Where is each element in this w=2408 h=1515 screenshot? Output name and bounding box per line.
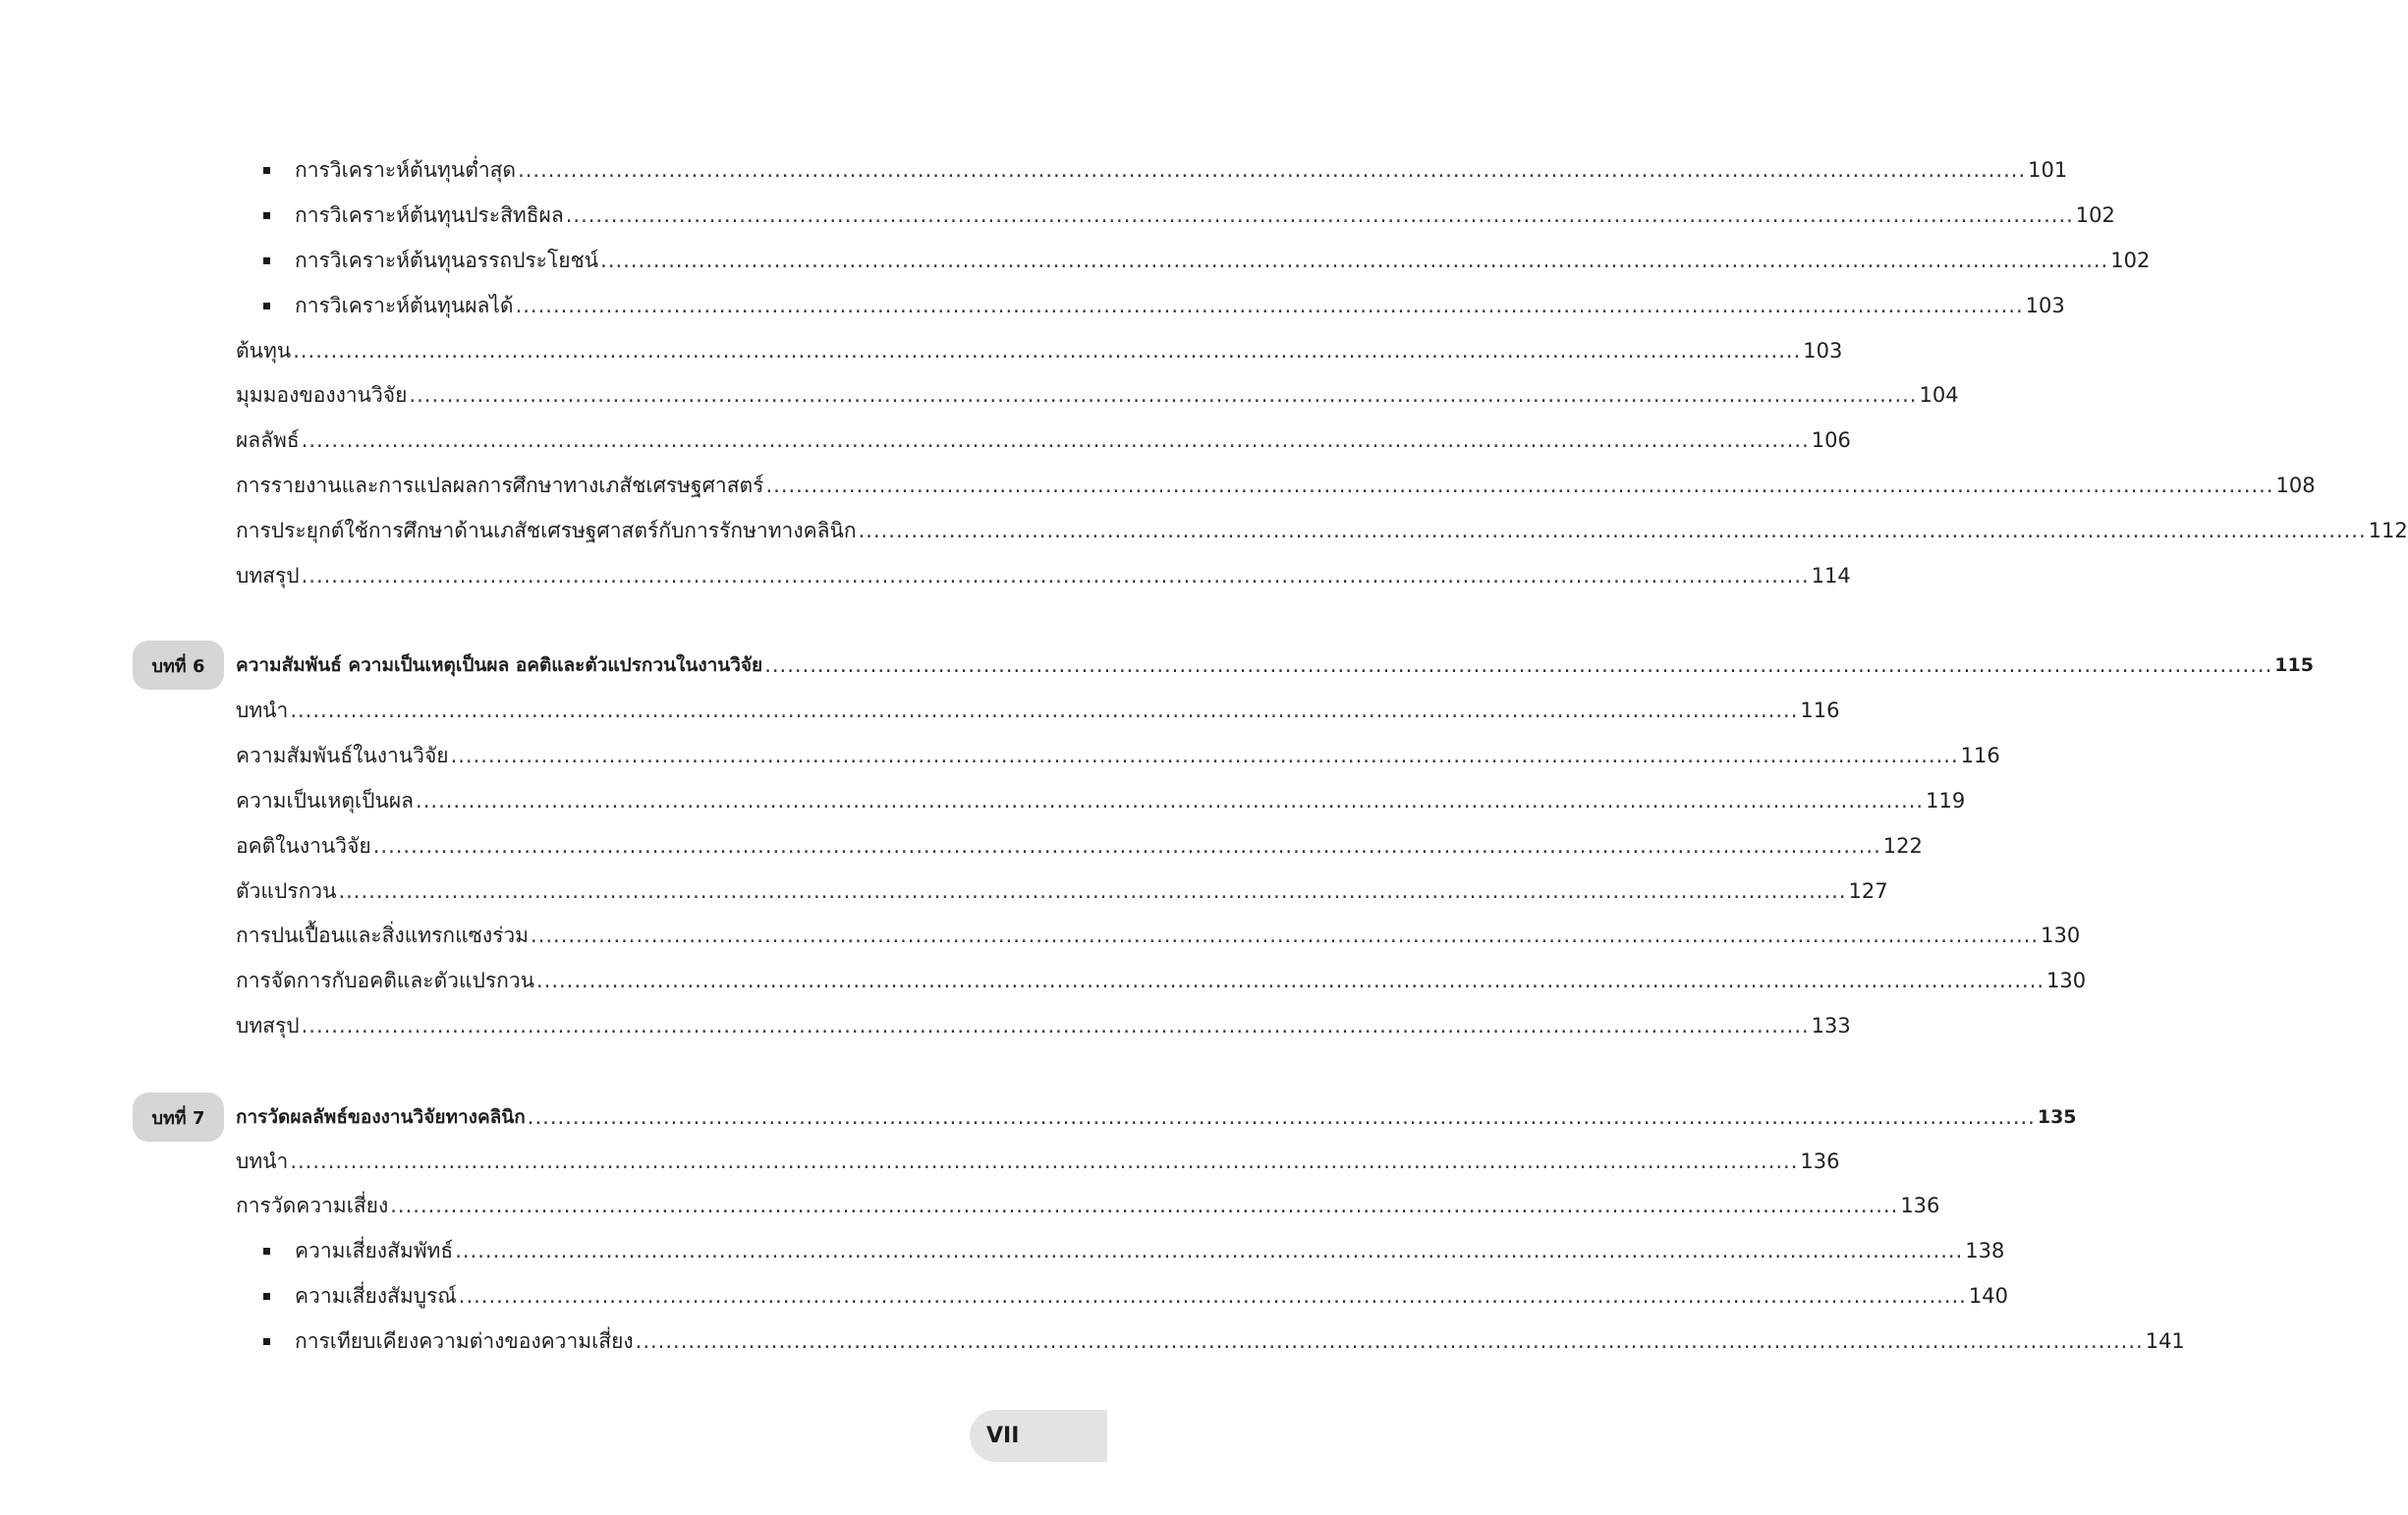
bullet-icon [263,212,270,219]
toc-entry-title: ความสัมพันธ์ในงานวิจัย [236,744,449,767]
toc-entry[interactable] [236,786,1966,815]
toc-entry-title: มุมมองของงานวิจัย [236,383,408,407]
toc-entry-page: 102 [2075,203,2115,227]
toc-entry-page: 130 [2046,969,2087,992]
toc-entry[interactable] [236,1147,1840,1176]
dot-leader: ........................................................................................................................................................................................................ [372,834,1881,858]
toc-entry-page: 101 [2028,158,2068,182]
toc-entry-page: 114 [1811,564,1851,588]
toc-entry-title: การวัดความเสี่ยง [236,1194,389,1217]
toc-entry-title: บทสรุป [236,564,300,588]
toc-entry-page: 112 [2368,519,2408,542]
dot-leader: ........................................................................................................................................................................................................ [765,474,2274,497]
dot-leader: ........................................................................................................................................................................................................ [455,1239,1964,1262]
toc-entry-title: การประยุกต์ใช้การศึกษาด้านเภสัชเศรษฐศาสตร์กับการรักษาทางคลินิก [236,519,857,542]
toc-entry[interactable] [295,1281,2008,1311]
dot-leader: ........................................................................................................................................................................................................ [301,1014,1810,1038]
bullet-icon [263,1293,270,1300]
toc-entry-title: การวิเคราะห์ต้นทุนประสิทธิผล [295,203,564,227]
chapter-title: การวัดผลลัพธ์ของงานวิจัยทางคลินิก [236,1106,526,1128]
toc-entry-title: ผลลัพธ์ [236,428,300,452]
toc-entry[interactable] [295,1326,2185,1356]
page-number: VII [986,1424,1020,1448]
toc-entry-page: 130 [2041,924,2081,947]
toc-entry[interactable] [236,921,2081,950]
toc-entry-title: การจัดการกับอคติและตัวแปรกวน [236,969,534,992]
toc-entry-title: อคติในงานวิจัย [236,834,371,858]
toc-entry[interactable] [295,200,2115,230]
dot-leader: ........................................................................................................................................................................................................ [301,428,1810,452]
toc-entry-title: การวิเคราะห์ต้นทุนอรรถประโยชน์ [295,249,599,272]
dot-leader: ........................................................................................................................................................................................................ [290,1150,1799,1173]
dot-leader: ........................................................................................................................................................................................................ [764,653,2273,677]
chapter-page: 115 [2274,654,2314,676]
bullet-icon [263,1338,270,1345]
dot-leader: ........................................................................................................................................................................................................ [390,1194,1899,1217]
toc-entry-page: 127 [1848,879,1888,903]
toc-entry[interactable] [236,471,2316,500]
toc-entry-page: 138 [1965,1239,2005,1262]
toc-entry-page: 122 [1882,834,1923,858]
dot-leader: ........................................................................................................................................................................................................ [290,699,1799,722]
dot-leader: ........................................................................................................................................................................................................ [531,924,2040,947]
toc-entry-page: 108 [2275,474,2316,497]
toc-entry[interactable] [236,741,2000,770]
chapter-badge: บทที่ 7 [133,1093,224,1142]
toc-entry[interactable] [295,246,2151,275]
toc-entry-title: ความเป็นเหตุเป็นผล [236,789,415,813]
dot-leader: ........................................................................................................................................................................................................ [535,969,2045,992]
toc-entry[interactable] [236,696,1840,725]
toc-entry-title: บทนำ [236,699,289,722]
toc-entry[interactable] [236,876,1888,906]
bullet-icon [263,167,270,174]
toc-entry[interactable] [236,561,1851,590]
dot-leader: ........................................................................................................................................................................................................ [301,564,1810,588]
toc-entry-title: ตัวแปรกวน [236,879,337,903]
bullet-icon [263,1248,270,1255]
toc-entry-page: 141 [2145,1329,2185,1353]
toc-entry-title: การรายงานและการแปลผลการศึกษาทางเภสัชเศรษฐศาสตร์ [236,474,764,497]
dot-leader: ........................................................................................................................................................................................................ [338,879,1847,903]
toc-entry-page: 133 [1811,1014,1851,1038]
toc-entry-title: การวิเคราะห์ต้นทุนผลได้ [295,294,514,317]
toc-entry-title: บทสรุป [236,1014,300,1038]
dot-leader: ........................................................................................................................................................................................................ [409,383,1918,407]
toc-entry-page: 116 [1800,699,1840,722]
toc-entry[interactable] [295,1236,2005,1265]
dot-leader: ........................................................................................................................................................................................................ [527,1105,2036,1129]
toc-entry[interactable] [236,336,1843,365]
dot-leader: ........................................................................................................................................................................................................ [293,339,1802,363]
dot-leader: ........................................................................................................................................................................................................ [450,744,1959,767]
toc-entry-page: 136 [1900,1194,1940,1217]
chapter-page: 135 [2037,1106,2077,1128]
bullet-icon [263,257,270,264]
chapter-heading[interactable] [236,1102,2077,1132]
dot-leader: ........................................................................................................................................................................................................ [458,1284,1967,1308]
toc-entry-page: 104 [1919,383,1959,407]
toc-entry-title: ความเสี่ยงสัมบูรณ์ [295,1284,457,1308]
toc-entry[interactable] [236,425,1851,455]
page-number-tab [970,1410,1107,1462]
dot-leader: ........................................................................................................................................................................................................ [635,1329,2144,1353]
toc-entry[interactable] [236,1011,1851,1040]
toc-entry-title: บทนำ [236,1150,289,1173]
chapter-heading[interactable] [236,650,2314,680]
toc-entry-page: 103 [1803,339,1843,363]
toc-entry-page: 106 [1811,428,1851,452]
dot-leader: ........................................................................................................................................................................................................ [858,519,2367,542]
toc-entry-page: 119 [1926,789,1966,813]
toc-entry[interactable] [236,516,2408,545]
toc-entry[interactable] [236,1191,1940,1220]
bullet-icon [263,303,270,309]
dot-leader: ........................................................................................................................................................................................................ [515,294,2024,317]
dot-leader: ........................................................................................................................................................................................................ [565,203,2074,227]
dot-leader: ........................................................................................................................................................................................................ [600,249,2109,272]
toc-entry-title: การปนเปื้อนและสิ่งแทรกแซงร่วม [236,924,530,947]
toc-entry-page: 102 [2110,249,2151,272]
toc-entry[interactable] [295,291,2065,320]
toc-entry-page: 103 [2025,294,2065,317]
toc-entry[interactable] [236,380,1959,410]
toc-entry-title: การเทียบเคียงความต่างของความเสี่ยง [295,1329,634,1353]
chapter-badge: บทที่ 6 [133,641,224,690]
toc-entry[interactable] [236,831,1923,861]
toc-entry[interactable] [236,966,2087,995]
toc-entry-page: 140 [1968,1284,2008,1308]
toc-entry-page: 116 [1960,744,2000,767]
dot-leader: ........................................................................................................................................................................................................ [518,158,2027,182]
toc-entry-title: ต้นทุน [236,339,292,363]
chapter-title: ความสัมพันธ์ ความเป็นเหตุเป็นผล อคติและตัวแปรกวนในงานวิจัย [236,654,763,676]
toc-entry-title: การวิเคราะห์ต้นทุนต่ำสุด [295,158,517,182]
toc-entry[interactable] [295,155,2068,185]
toc-entry-title: ความเสี่ยงสัมพัทธ์ [295,1239,454,1262]
dot-leader: ........................................................................................................................................................................................................ [416,789,1925,813]
toc-entry-page: 136 [1800,1150,1840,1173]
